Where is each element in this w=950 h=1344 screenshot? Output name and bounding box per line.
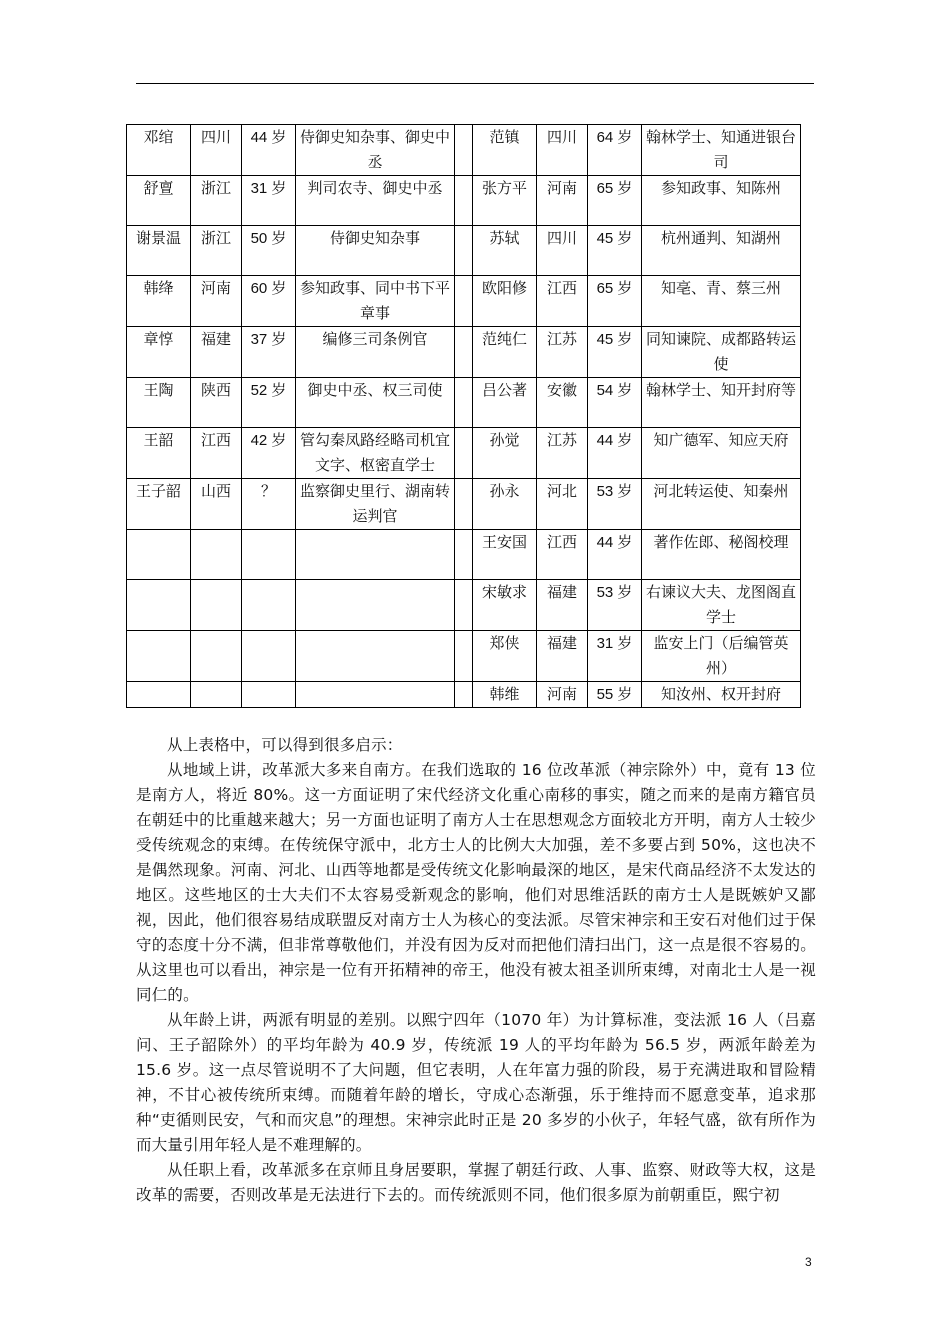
- left-name-cell: 邓绾: [127, 125, 191, 176]
- table-row: [127, 631, 801, 682]
- left-age-cell: 52 岁: [242, 378, 296, 428]
- right-age-cell: 53 岁: [588, 479, 642, 530]
- separator-cell: [455, 327, 473, 378]
- left-origin-cell: 浙江: [191, 226, 242, 276]
- right-origin-cell: 河北: [537, 479, 588, 530]
- separator-cell: [455, 682, 473, 708]
- separator-cell: [455, 276, 473, 327]
- right-office-cell: 河北转运使、知秦州: [642, 479, 801, 530]
- right-origin-cell: 江西: [537, 530, 588, 580]
- right-age-cell: 53 岁: [588, 580, 642, 631]
- right-name-cell: 苏轼: [473, 226, 537, 276]
- right-origin-cell: 四川: [537, 226, 588, 276]
- left-office-cell: 侍御史知杂事: [296, 226, 455, 276]
- left-age-cell: [242, 631, 296, 682]
- right-origin-cell: 四川: [537, 125, 588, 176]
- left-age-cell: 44 岁: [242, 125, 296, 176]
- right-name-cell: 欧阳修: [473, 276, 537, 327]
- left-name-cell: 王子韶: [127, 479, 191, 530]
- left-age-cell: [242, 580, 296, 631]
- separator-cell: [455, 631, 473, 682]
- left-office-cell: 监察御史里行、湖南转运判官: [296, 479, 455, 530]
- left-office-cell: [296, 631, 455, 682]
- left-office-cell: 判司农寺、御史中丞: [296, 176, 455, 226]
- left-name-cell: 王陶: [127, 378, 191, 428]
- right-office-cell: 右谏议大夫、龙图阁直学士: [642, 580, 801, 631]
- left-age-cell: [242, 682, 296, 708]
- header-rule: [136, 83, 814, 84]
- left-origin-cell: [191, 682, 242, 708]
- table-row: [127, 428, 801, 479]
- left-name-cell: [127, 631, 191, 682]
- right-office-cell: 杭州通判、知湖州: [642, 226, 801, 276]
- table-row: [127, 682, 801, 708]
- right-name-cell: 孙永: [473, 479, 537, 530]
- left-age-cell: 31 岁: [242, 176, 296, 226]
- table-body: [127, 125, 801, 708]
- right-name-cell: 宋敏求: [473, 580, 537, 631]
- right-name-cell: 韩维: [473, 682, 537, 708]
- left-age-cell: 37 岁: [242, 327, 296, 378]
- age-paragraph: 从年龄上讲，两派有明显的差别。以熙宁四年（1070 年）为计算标准，变法派 16 人（吕嘉问、王子韶除外）的平均年龄为 40.9 岁，传统派 19 人的平均年龄为 56.5 岁，两派年龄差为 15.6 岁。这一点尽管说明不了大问题，但它表明，人在年富力强的阶段，易于充满进取和冒险精神，不甘心被传统所束缚。而随着年龄的增长，守成心态渐强，乐于维持而不愿意变革，追求那种“吏循则民安，气和而灾息”的理想。宋神宗此时正是 20 多岁的小伙子，年轻气盛，欲有所作为而大量引用年轻人是不难理解的。: [136, 1011, 816, 1154]
- left-name-cell: 王韶: [127, 428, 191, 479]
- right-name-cell: 范纯仁: [473, 327, 537, 378]
- right-office-cell: 知广德军、知应天府: [642, 428, 801, 479]
- left-age-cell: ？: [242, 479, 296, 530]
- separator-cell: [455, 378, 473, 428]
- left-origin-cell: 陕西: [191, 378, 242, 428]
- separator-cell: [455, 226, 473, 276]
- right-age-cell: 31 岁: [588, 631, 642, 682]
- left-office-cell: 参知政事、同中书下平章事: [296, 276, 455, 327]
- left-origin-cell: 浙江: [191, 176, 242, 226]
- table-row: [127, 327, 801, 378]
- left-origin-cell: [191, 631, 242, 682]
- right-origin-cell: 江西: [537, 276, 588, 327]
- table-row: [127, 226, 801, 276]
- body-text: [136, 733, 816, 1208]
- right-age-cell: 55 岁: [588, 682, 642, 708]
- table-row: [127, 378, 801, 428]
- left-name-cell: 韩绛: [127, 276, 191, 327]
- right-name-cell: 王安国: [473, 530, 537, 580]
- right-age-cell: 65 岁: [588, 176, 642, 226]
- left-age-cell: [242, 530, 296, 580]
- page-number: 3: [805, 1255, 812, 1269]
- office-paragraph: 从任职上看，改革派多在京师且身居要职，掌握了朝廷行政、人事、监察、财政等大权，这是改革的需要，否则改革是无法进行下去的。而传统派则不同，他们很多原为前朝重臣，熙宁初: [136, 1161, 816, 1204]
- left-origin-cell: 四川: [191, 125, 242, 176]
- table-row: [127, 176, 801, 226]
- right-age-cell: 44 岁: [588, 428, 642, 479]
- right-origin-cell: 安徽: [537, 378, 588, 428]
- right-origin-cell: 福建: [537, 631, 588, 682]
- region-paragraph: 从地域上讲，改革派大多来自南方。在我们选取的 16 位改革派（神宗除外）中，竟有 13 位是南方人，将近 80%。这一方面证明了宋代经济文化重心南移的事实，随之而来的是南方籍官员在朝廷中的比重越来越大；另一方面也证明了南方人士在思想观念方面较北方开明，南方人士较少受传统观念的束缚。在传统保守派中，北方士人的比例大大加强，差不多要占到 50%，这也决不是偶然现象。河南、河北、山西等地都是受传统文化影响最深的地区，是宋代商品经济不太发达的地区。这些地区的士大夫们不太容易受新观念的影响，他们对思维活跃的南方士人是既嫉妒又鄙视，因此，他们很容易结成联盟反对南方士人为核心的变法派。尽管宋神宗和王安石对他们过于保守的态度十分不满，但非常尊敬他们，并没有因为反对而把他们清扫出门，这一点是很不容易的。从这里也可以看出，神宗是一位有开拓精神的帝王，他没有被太祖圣训所束缚，对南北士人是一视同仁的。: [136, 761, 816, 1004]
- separator-cell: [455, 176, 473, 226]
- separator-cell: [455, 125, 473, 176]
- right-office-cell: 翰林学士、知通进银台司: [642, 125, 801, 176]
- right-age-cell: 45 岁: [588, 226, 642, 276]
- right-office-cell: 翰林学士、知开封府等: [642, 378, 801, 428]
- left-office-cell: [296, 530, 455, 580]
- table-row: [127, 530, 801, 580]
- left-origin-cell: 山西: [191, 479, 242, 530]
- right-name-cell: 郑侠: [473, 631, 537, 682]
- left-name-cell: 谢景温: [127, 226, 191, 276]
- left-name-cell: [127, 682, 191, 708]
- right-age-cell: 45 岁: [588, 327, 642, 378]
- right-office-cell: 知亳、青、蔡三州: [642, 276, 801, 327]
- table-row: [127, 276, 801, 327]
- right-origin-cell: 河南: [537, 176, 588, 226]
- right-name-cell: 吕公著: [473, 378, 537, 428]
- right-office-cell: 同知谏院、成都路转运使: [642, 327, 801, 378]
- right-office-cell: 著作佐郎、秘阁校理: [642, 530, 801, 580]
- right-office-cell: 参知政事、知陈州: [642, 176, 801, 226]
- left-age-cell: 42 岁: [242, 428, 296, 479]
- right-age-cell: 65 岁: [588, 276, 642, 327]
- table-row: [127, 479, 801, 530]
- left-name-cell: 章惇: [127, 327, 191, 378]
- right-office-cell: 监安上门（后编管英州）: [642, 631, 801, 682]
- right-origin-cell: 江苏: [537, 428, 588, 479]
- left-name-cell: [127, 580, 191, 631]
- right-name-cell: 范镇: [473, 125, 537, 176]
- left-origin-cell: 福建: [191, 327, 242, 378]
- separator-cell: [455, 479, 473, 530]
- left-origin-cell: [191, 530, 242, 580]
- intro-paragraph: 从上表格中，可以得到很多启示：: [167, 736, 403, 754]
- left-office-cell: 管勾秦凤路经略司机宜文字、枢密直学士: [296, 428, 455, 479]
- right-name-cell: 孙觉: [473, 428, 537, 479]
- officials-table: [126, 124, 801, 708]
- separator-cell: [455, 530, 473, 580]
- left-age-cell: 50 岁: [242, 226, 296, 276]
- left-age-cell: 60 岁: [242, 276, 296, 327]
- left-office-cell: 侍御史知杂事、御史中丞: [296, 125, 455, 176]
- left-office-cell: [296, 580, 455, 631]
- left-office-cell: 编修三司条例官: [296, 327, 455, 378]
- right-age-cell: 64 岁: [588, 125, 642, 176]
- left-office-cell: [296, 682, 455, 708]
- left-origin-cell: 江西: [191, 428, 242, 479]
- separator-cell: [455, 428, 473, 479]
- left-office-cell: 御史中丞、权三司使: [296, 378, 455, 428]
- table-row: [127, 580, 801, 631]
- left-origin-cell: 河南: [191, 276, 242, 327]
- left-name-cell: [127, 530, 191, 580]
- separator-cell: [455, 580, 473, 631]
- right-origin-cell: 河南: [537, 682, 588, 708]
- right-name-cell: 张方平: [473, 176, 537, 226]
- right-age-cell: 44 岁: [588, 530, 642, 580]
- left-origin-cell: [191, 580, 242, 631]
- table-row: [127, 125, 801, 176]
- right-office-cell: 知汝州、权开封府: [642, 682, 801, 708]
- left-name-cell: 舒亶: [127, 176, 191, 226]
- right-origin-cell: 福建: [537, 580, 588, 631]
- right-origin-cell: 江苏: [537, 327, 588, 378]
- right-age-cell: 54 岁: [588, 378, 642, 428]
